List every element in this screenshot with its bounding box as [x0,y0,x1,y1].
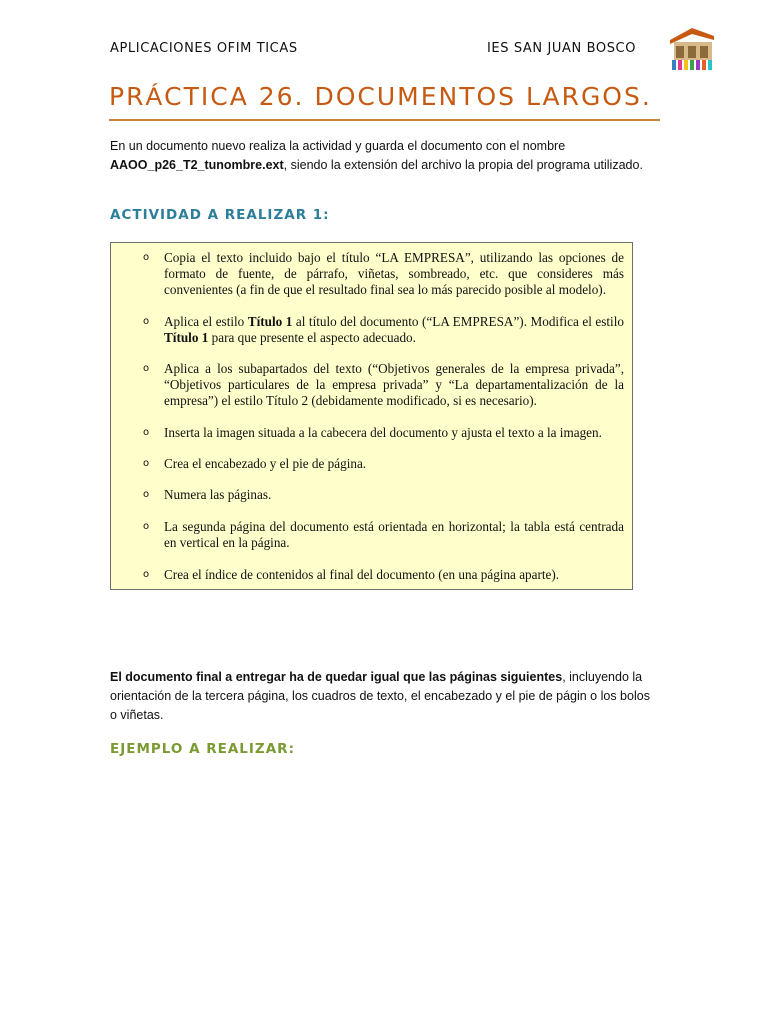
title-start: PR [109,82,146,111]
task-text-8: Crea el índice de contenidos al final del documento (en una página aparte). [164,567,560,582]
task-box [110,242,633,590]
title-accent: Á [145,83,165,111]
intro-text-2: , siendo la extensión del archivo la propia del programa utilizado. [283,158,643,172]
bullet-icon: o [143,521,150,532]
bullet-icon: o [143,427,150,438]
final-paragraph [110,668,650,725]
bullet-icon: o [143,316,150,327]
task-text-7: La segunda página del documento está orientada en horizontal; la tabla está centrada en vertical en la página. [164,519,624,550]
final-rest-text: , incluyendo la orientación de la tercera página, los cuadros de texto, el encabezado y el pie de págin o los bolos o viñetas. [110,670,650,722]
header-right-text: IES SAN JUAN BOSCO [487,41,637,56]
example-heading: EJEMPLO A REALIZAR: [110,741,295,757]
header-left-text: APLICACIONES OFIM TICAS [110,41,298,56]
final-bold-text: El documento final a entregar ha de quedar igual que las páginas siguientes [110,670,563,684]
bullet-icon: o [143,569,150,580]
task-text-4: Inserta la imagen situada a la cabecera del documento y ajusta el texto a la imagen. [164,425,602,440]
school-building-logo [666,22,718,72]
task-2-style-name: Título 1 [247,314,293,329]
task-3-part-a: Aplica a los subapartados del texto (“Objetivos generales de la empresa privada”, “Objetivos particulares de la empresa privada” y “La departamentalización de la empresa”) el estilo [164,361,624,408]
task-3-style-name: Título 2 [265,393,309,408]
task-text-3 [164,361,624,409]
task-2-style-name-2: Título 1 [164,330,209,345]
intro-filename: AAOO_p26_T2_tunombre.ext [110,158,284,172]
intro-text-1: En un documento nuevo realiza la actividad y guarda el documento con el nombre [110,139,566,153]
bullet-icon: o [143,363,150,374]
task-text-1: Copia el texto incluido bajo el título “LA EMPRESA”, utilizando las opciones de formato de fuente, de párrafo, viñetas, sombreado, etc. que consideres más convenientes (a fin de que el resultado final sea lo más parecido posible al modelo). [164,250,624,297]
bullet-icon: o [143,458,150,469]
task-3-part-c: (debidamente modificado, si es necesario). [308,393,537,408]
task-2-part-c: al título del documento (“LA EMPRESA”). Modifica el estilo [292,314,624,329]
task-text-6: Numera las páginas. [164,487,272,502]
task-text-2 [164,314,624,346]
title-end: CTICA 26. DOCUMENTOS LARGOS. [164,82,652,111]
bullet-icon: o [143,252,150,263]
task-2-part-a: Aplica el estilo [164,314,248,329]
page-title [109,82,652,112]
task-text-5: Crea el encabezado y el pie de página. [164,456,367,471]
activity-heading: ACTIVIDAD A REALIZAR 1: [110,207,330,223]
bullet-icon: o [143,489,150,500]
intro-paragraph [110,137,650,175]
title-underline [109,119,660,121]
task-2-part-e: para que presente el aspecto adecuado. [208,330,416,345]
